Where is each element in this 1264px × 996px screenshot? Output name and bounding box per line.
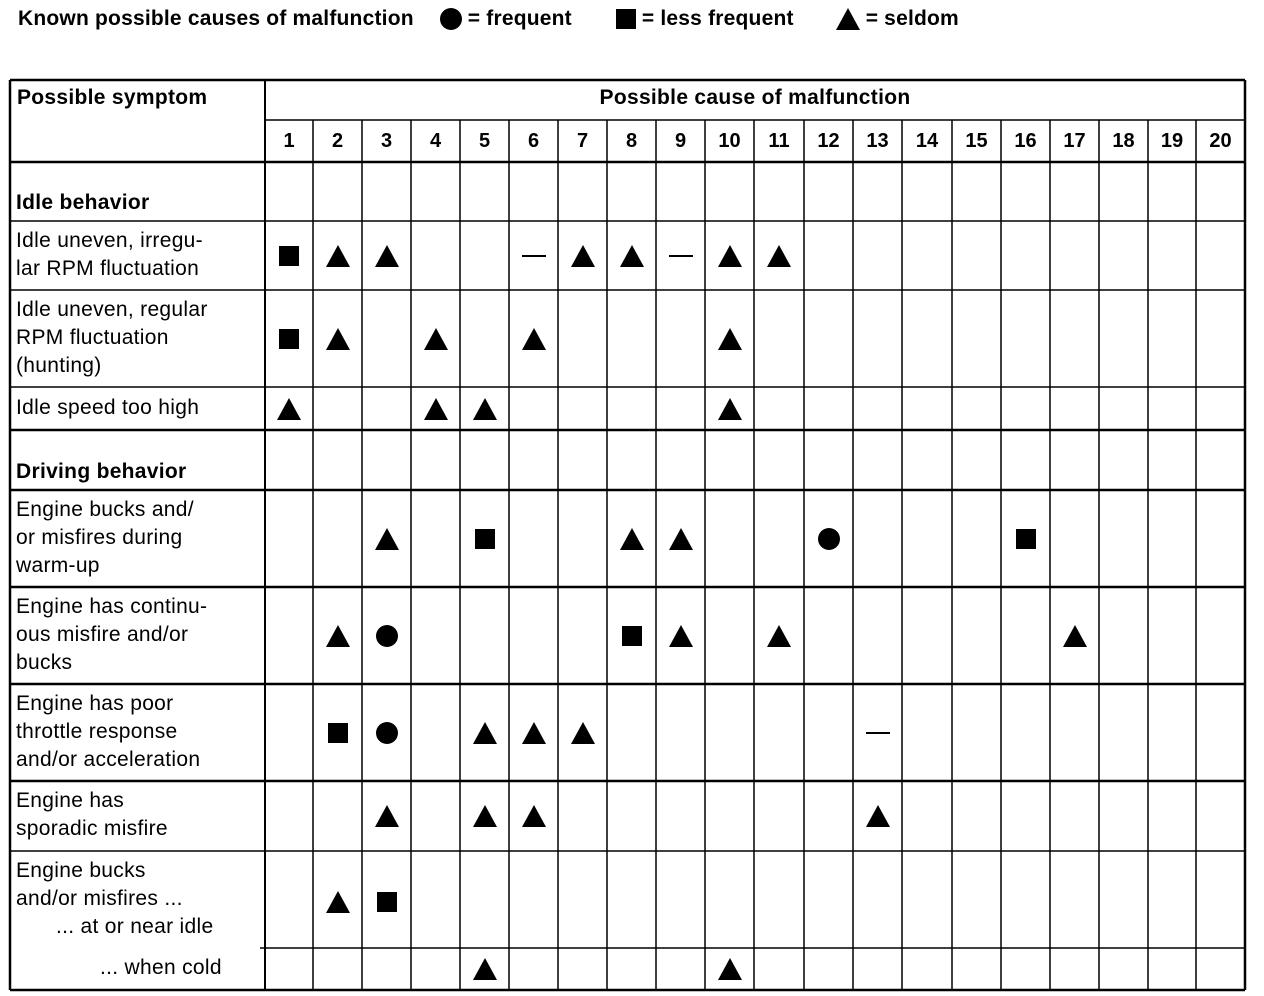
symptom-label: lar RPM fluctuation [16, 256, 200, 280]
section-heading: Driving behavior [16, 460, 187, 483]
symptom-label: bucks [16, 650, 73, 674]
triangle-icon [375, 245, 399, 267]
square-icon [1016, 529, 1036, 549]
triangle-icon [473, 398, 497, 420]
square-icon [279, 329, 299, 349]
square-icon [622, 626, 642, 646]
triangle-icon [669, 528, 693, 550]
column-number: 17 [1063, 130, 1086, 152]
triangle-icon [767, 625, 791, 647]
column-number: 12 [817, 130, 840, 152]
symptom-label: (hunting) [16, 353, 102, 377]
triangle-icon [866, 805, 890, 827]
symptom-label: Engine bucks and/ [16, 497, 194, 521]
column-number: 13 [866, 130, 889, 152]
triangle-icon [473, 722, 497, 744]
symptom-label: Idle uneven, regular [16, 297, 208, 321]
square-icon [279, 246, 299, 266]
triangle-icon [522, 805, 546, 827]
column-number: 8 [625, 130, 638, 152]
triangle-icon [718, 328, 742, 350]
triangle-icon [767, 245, 791, 267]
section-heading: Idle behavior [16, 191, 150, 214]
triangle-icon [375, 528, 399, 550]
column-number: 14 [915, 130, 939, 152]
triangle-icon [326, 245, 350, 267]
column-number: 6 [527, 130, 540, 152]
triangle-icon [718, 245, 742, 267]
column-number: 4 [429, 130, 442, 152]
symptom-header: Possible symptom [17, 86, 208, 109]
symptom-label: Idle uneven, irregu- [16, 228, 203, 252]
triangle-icon [424, 398, 448, 420]
symptom-label: and/or acceleration [16, 747, 201, 771]
circle-icon [818, 528, 840, 550]
triangle-icon [571, 245, 595, 267]
triangle-icon [326, 328, 350, 350]
triangle-icon [571, 722, 595, 744]
cause-header: Possible cause of malfunction [599, 86, 911, 109]
legend-less-frequent-label: = less frequent [641, 7, 794, 30]
symptom-label: Engine has continu- [16, 594, 208, 618]
triangle-icon [424, 328, 448, 350]
column-number: 7 [576, 130, 589, 152]
circle-icon [376, 722, 398, 744]
symptom-label: sporadic misfire [16, 817, 168, 840]
symptom-label: ous misfire and/or [16, 622, 189, 646]
column-number: 3 [380, 130, 393, 152]
column-number: 16 [1014, 130, 1037, 152]
symptom-label: warm-up [16, 553, 100, 577]
dash-icon [522, 255, 546, 257]
dash-icon [866, 732, 890, 734]
symptom-label: ... at or near idle [56, 914, 214, 938]
triangle-icon [669, 625, 693, 647]
column-number: 9 [674, 130, 687, 152]
triangle-icon [473, 805, 497, 827]
triangle-icon [718, 958, 742, 980]
symptom-label: throttle response [16, 719, 178, 743]
symptom-label: Engine has [16, 789, 125, 812]
column-number: 15 [965, 130, 988, 152]
triangle-icon [473, 958, 497, 980]
triangle-icon [620, 528, 644, 550]
column-number: 5 [478, 130, 491, 152]
column-number: 1 [283, 130, 295, 152]
square-icon [475, 529, 495, 549]
triangle-icon [375, 805, 399, 827]
column-number: 18 [1112, 130, 1135, 152]
triangle-icon [277, 398, 301, 420]
column-number: 2 [331, 130, 344, 152]
triangle-icon [1063, 625, 1087, 647]
legend-frequent-label: = frequent [467, 7, 572, 30]
triangle-icon [620, 245, 644, 267]
symptom-label: Idle speed too high [16, 395, 200, 419]
column-number: 10 [718, 130, 741, 152]
symptom-label: or misfires during [16, 525, 183, 549]
triangle-icon [522, 328, 546, 350]
symptom-label: RPM fluctuation [16, 325, 169, 349]
dash-icon [669, 255, 693, 257]
column-number: 11 [768, 130, 790, 152]
symptom-label: Engine bucks [16, 858, 146, 882]
triangle-icon [718, 398, 742, 420]
legend-seldom-label: = seldom [865, 7, 959, 30]
triangle-icon [326, 625, 350, 647]
column-number: 19 [1160, 130, 1184, 152]
column-number: 20 [1209, 130, 1232, 152]
square-icon [328, 723, 348, 743]
square-icon [377, 892, 397, 912]
triangle-icon [522, 722, 546, 744]
symptom-label: Engine has poor [16, 691, 174, 715]
circle-icon [376, 625, 398, 647]
legend-title: Known possible causes of malfunction [18, 7, 414, 30]
triangle-icon [326, 891, 350, 913]
symptom-label: ... when cold [100, 956, 222, 979]
symptom-label: and/or misfires ... [16, 886, 183, 910]
